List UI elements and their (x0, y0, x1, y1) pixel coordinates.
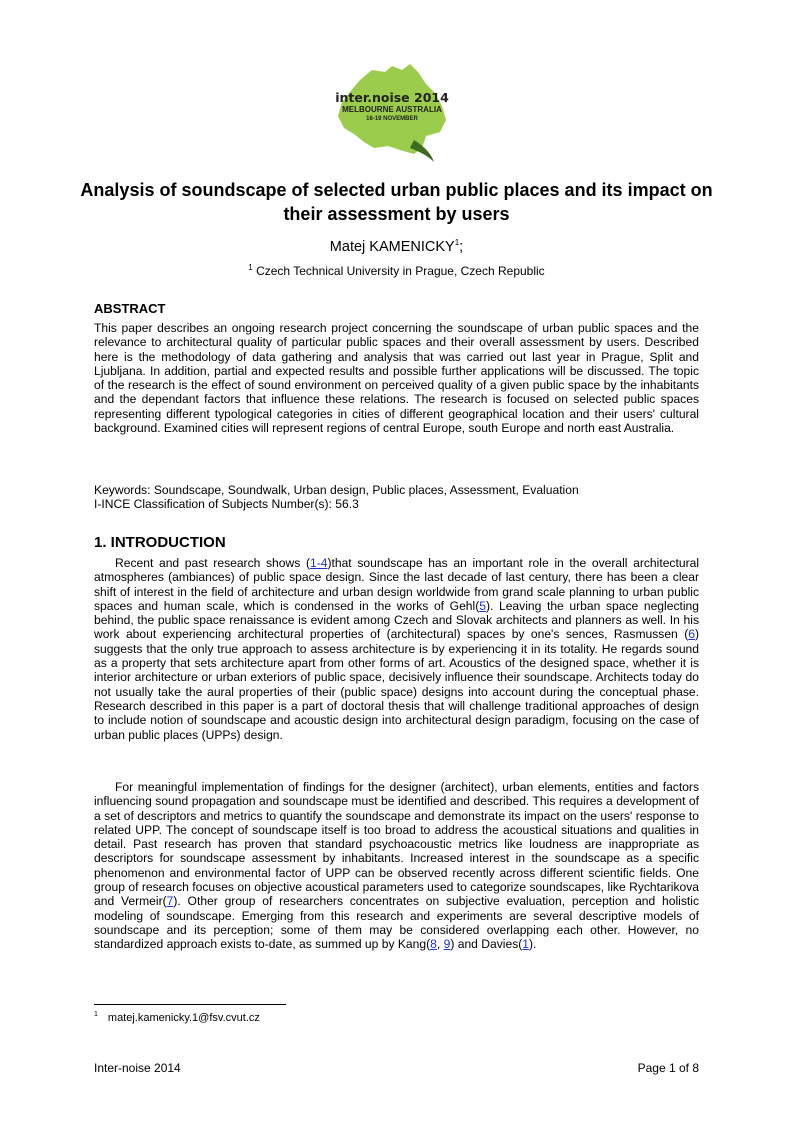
affiliation-text: Czech Technical University in Prague, Czech Republic (256, 264, 545, 278)
citation-link[interactable]: 1-4 (309, 556, 328, 570)
citation-link[interactable]: 1 (522, 937, 529, 952)
intro-paragraph-2 (94, 780, 699, 952)
affil-marker: 1 (248, 263, 253, 272)
citation-link[interactable]: 6 (688, 627, 695, 642)
text-run: , (436, 937, 444, 952)
text-run: ). Other group of researchers concentrates on subjective evaluation, perception and holistic modeling of soundscape. Emerging from this research and experiments are several descriptive models of soundscape and its perception; some of them may be considered overlapping each other. However, no standardized approach exists to-date, as summed up by Kang( (94, 894, 700, 952)
footnote-divider (94, 1004, 286, 1005)
conference-logo (330, 62, 455, 170)
intro-paragraph-1 (94, 556, 699, 742)
author-trailing: ; (459, 239, 464, 255)
footnote-email: matej.kamenicky.1@fsv.cvut.cz (107, 1012, 260, 1024)
citation-link[interactable]: 5 (479, 598, 486, 613)
text-run: )that soundscape has an important role in the overall architectural atmospheres (ambiances) of public space design. Since the last decade of last century, there has been a clear shift of interest in the field of architecture and urban design worldwide from grand scale planning to urban public spaces and human scale, which is condensed in the works of Gehl( (94, 556, 700, 613)
keywords-block (94, 483, 699, 512)
classification-line: I-INCE Classification of Subjects Number(s): 56.3 (94, 497, 359, 512)
citation-link[interactable]: 7 (166, 894, 174, 909)
text-run: ) suggests that the only true approach to assess architecture is by experiencing it in its totality. He regards sound as a property that sets architecture apart from other forms of art. Acoustics of the designed space, whether it is interior architecture or urban exteriors of public space, decisively influence their soundscape. Architects today do not usually take the aural properties of their (public space) designs into account during the conceptual phase. Research described in this paper is a part of doctoral thesis that will challenge traditional approaches of design to include notion of soundscape and acoustic design into architectural design paradigm, focusing on the case of urban public places (UPPs) design. (94, 627, 699, 742)
citation-link[interactable]: 8 (430, 937, 437, 952)
abstract-text: This paper describes an ongoing research project concerning the soundscape of urban public spaces and the relevance to architectural quality of particular public spaces and their overall assessment by users. Described here is the methodology of data gathering and analysis that was carried out last year in Prague, Split and Ljubljana. In addition, partial and expected results and possible further applications will be discussed. The topic of the research is the effect of sound environment on perceived quality of a given public space by the inhabitants and the dependant factors that influence these relations. The research is focused on selected public spaces representing different typological categories in cities of different geographical location and their users' cultural background. Examined cities will represent regions of central Europe, south Europe and north east Australia. (94, 321, 699, 436)
text-run: ) and Davies( (450, 937, 523, 952)
footnote-marker: 1 (94, 1011, 98, 1019)
logo-title: inter.noise 2014 (335, 90, 449, 105)
text-run: For meaningful implementation of findings for the designer (architect), urban elements, entities and factors influencing sound propagation and soundscape must be identified and described. This requires a development of a set of descriptors and metrics to quantify the soundscape and demonstrate its impact on the users' response to related UPP. The concept of soundscape itself is too broad to address the acoustical situations and qualities in detail. Past research has proven that standard psychoacoustic metrics like loudness are inappropriate as descriptors for soundscape assessment by inhabitants. Increased interest in the soundscape as a specific phenomenon and environmental factor of UPP can be observed recently across different scientific fields. One group of research focuses on objective acoustical parameters used to categorize soundscapes, like Rychtarikova and Vermeir( (94, 780, 699, 909)
text-run: ). Leaving the urban space neglecting behind, the public space renaissance is evident among Czech and Slovak architects and planners as well. In his work about experiencing architectural properties of (architectural) spaces by one's sences, Rasmussen ( (94, 598, 699, 642)
keywords-line: Keywords: Soundscape, Soundwalk, Urban design, Public places, Assessment, Evaluation (94, 483, 579, 497)
abstract-heading: ABSTRACT (94, 301, 166, 316)
author-affil-marker: 1 (454, 238, 460, 248)
citation-link[interactable]: 9 (443, 937, 451, 952)
author-name: Matej KAMENICKY (329, 239, 455, 255)
affiliation-line (0, 264, 793, 278)
footnote (94, 1012, 260, 1024)
footer-page-number: Page 1 of 8 (637, 1061, 699, 1075)
text-run: Recent and past research shows ( (115, 556, 310, 570)
text-run: ). (529, 937, 537, 952)
author-line (0, 239, 793, 255)
paper-title: Analysis of soundscape of selected urban public places and its impact on their assessment by users (80, 180, 713, 224)
logo-location: MELBOURNE AUSTRALIA (342, 105, 442, 114)
logo-dates: 16-19 NOVEMBER (366, 116, 418, 122)
introduction-heading: 1. INTRODUCTION (94, 534, 226, 551)
footer-conference: Inter-noise 2014 (94, 1061, 181, 1075)
